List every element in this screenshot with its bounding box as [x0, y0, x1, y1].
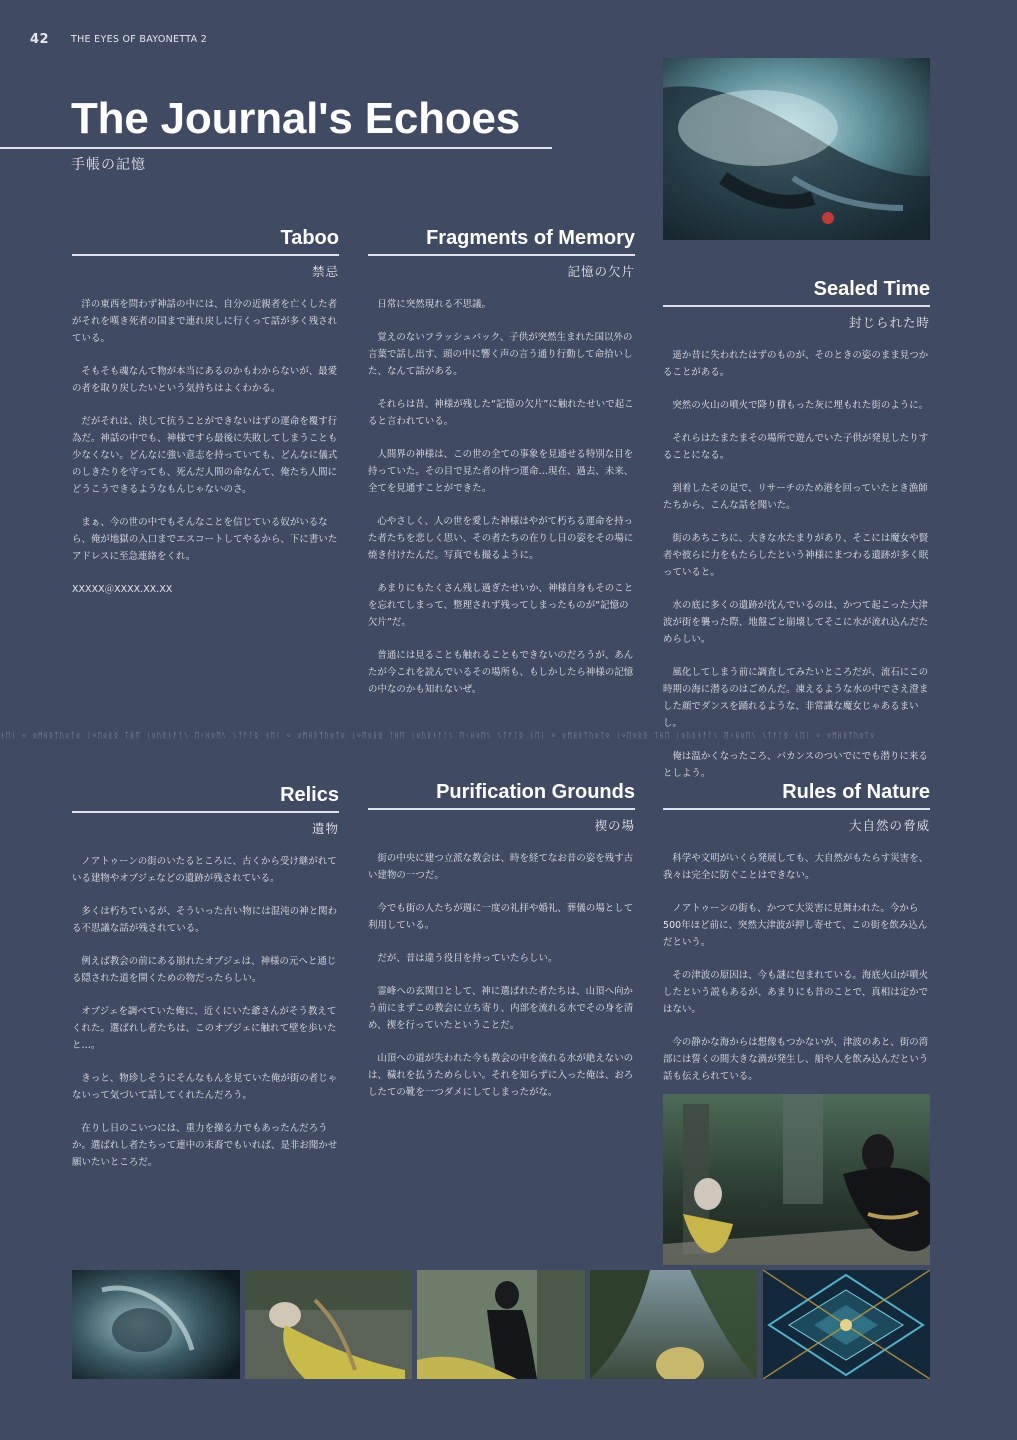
section-rule: [663, 305, 930, 307]
paragraph: その津波の原因は、今も謎に包まれている。海底火山が噴火したという説もあるが、あまりにも昔のことで、真相は定かではない。: [663, 970, 929, 1015]
paragraph: それらは昔、神様が残した“記憶の欠片”に触れたせいで起こると言われている。: [368, 399, 634, 427]
paragraph: オブジェを調べていた俺に、近くにいた爺さんがそう教えてくれた。選ばれし者たちは、このオブジェに触れて壁を歩いたと…。: [72, 1006, 337, 1051]
section-rule: [663, 808, 930, 810]
paragraph: 風化してしまう前に調査してみたいところだが、流石にこの時期の海に潜るのはごめんだ。凍えるような水の中でさえ澄ました顔でダンスを踊れるような、非常識な魔女じゃあるまいし。: [663, 667, 929, 729]
screenshot-sage-lying: [245, 1270, 412, 1379]
section-heading: Purification Grounds: [436, 781, 635, 803]
section-purification-grounds: [368, 780, 635, 1117]
section-heading: Fragments of Memory: [426, 227, 635, 249]
paragraph: まぁ、今の世の中でもそんなことを信じている奴がいるなら、俺が地獄の入口までエスコートしてやるから、下に書いたアドレスに至急連絡をくれ。: [72, 517, 338, 562]
section-body: [368, 850, 635, 1101]
paragraph: 街の中央に建つ立派な教会は、時を経てなお昔の姿を残す古い建物の一つだ。: [368, 853, 634, 881]
paragraph: 到着したその足で、リサーチのため港を回っていたとき漁師たちから、こんな話を聞いた。: [663, 483, 928, 511]
paragraph: 今の静かな海からは想像もつかないが、津波のあと、街の湾部には誓くの間大きな渦が発生し、船や人を飲み込んだという話も伝えられている。: [663, 1037, 929, 1082]
paragraph: そもそも魂なんて物が本当にあるのかもわからないが、最愛の者を取り戻したいという気持ちはよくわかる。: [72, 366, 338, 394]
paragraph: きっと、物珍しそうにそんなもんを見ていた俺が街の者じゃないって気づいて話してくれたんだろう。: [72, 1073, 338, 1101]
screenshot-witch-standing: [417, 1270, 585, 1379]
title-rule: [0, 147, 552, 149]
paragraph: 日常に突然現れる不思議。: [377, 299, 492, 310]
section-rule: [368, 808, 635, 810]
paragraph: 霊峰への玄関口として、神に選ばれた者たちは、山頂へ向かう前にまずこの教会に立ち寄り、内部を流れる水でその身を清め、禊を行っていたということだ。: [368, 986, 634, 1031]
paragraph: 例えば教会の前にある崩れたオブジェは、神様の元へと通じる隠された道を開くための物だったらしい。: [72, 956, 337, 984]
section-body: [72, 296, 339, 598]
section-heading: Sealed Time: [813, 278, 930, 300]
section-heading: Relics: [280, 784, 339, 806]
rune-divider: ᚾᛖᛁ ᛜ ᛟᛗᚺᚱᛉᚢᛟᛏᛟ ᛁᛜᛖᛟᚱᛝ ᛏᚺᛖ ᛁᛟᚢᚱᚾᚨᛚᛊ ᛖᚲᚺᛟᛖᛊ ᛊᛏᚨᛚᛝ ᚾᛖᛁ ᛜ ᛟᛗᚺᚱᛉᚢᛟᛏᛟ ᛁᛜᛖᛟᚱᛝ ᛏᚺᛖ ᛁᛟᚢᚱᚾᚨᛚᛊ ᛖᚲᚺᛟᛖᛊ ᛊᛏᚨᛚᛝ ᚾᛖᛁ ᛜ ᛟᛗᚺᚱᛉᚢᛟᛏᛟ ᛁᛜᛖᛟᚱᛝ ᛏᚺᛖ ᛁᛟᚢᚱᚾᚨᛚᛊ ᛖᚲᚺᛟᛖᛊ ᛊᛏᚨᛚᛝ ᚾᛖᛁ ᛜ ᛟᛗᚺᚱᛉᚢᛟᛏᛟ: [0, 731, 876, 740]
paragraph: 覚えのないフラッシュバック、子供が突然生まれた国以外の言葉で話し出す、頭の中に響く声の言う通り行動して命拾いした、なんて話がある。: [368, 332, 633, 377]
paragraph: 水の底に多くの遺跡が沈んでいるのは、かつて起こった大津波が街を襲った際、地盤ごと崩壊してそこに水が流れ込んだためらしい。: [663, 600, 929, 645]
paragraph: ノアトゥーンの街も、かつて大災害に見舞われた。今から500年ほど前に、突然大津波が押し寄せて、この街を飲み込んだという。: [663, 903, 928, 948]
section-fragments-of-memory: [368, 226, 635, 714]
paragraph: 心やさしく、人の世を愛した神様はやがて朽ちる運命を持った者たちを悲しく思い、その者たちの在りし日の姿をその場に焼き付けたんだ。写真でも撮るように。: [368, 516, 634, 561]
paragraph: 突然の火山の噴火で降り積もった灰に埋もれた街のように。: [672, 400, 929, 411]
screenshot-water-statue: [72, 1270, 240, 1379]
book-title: THE EYES OF BAYONETTA 2: [71, 34, 208, 45]
section-subheading: 遺物: [311, 821, 339, 836]
paragraph: 俺は温かくなったころ、バカンスのついでにでも潜りに来るとしよう。: [663, 751, 928, 779]
section-rule: [368, 254, 635, 256]
section-rule: [72, 254, 339, 256]
screenshot-kaleidoscope-portal: [763, 1270, 930, 1379]
paragraph: 街のあちこちに、大きな水たまりがあり、そこには魔女や賢者や彼らに力をもたらしたという神様にまつわる遺跡が多く眠っていると。: [663, 533, 929, 578]
section-rule: [72, 811, 339, 813]
paragraph: だが、昔は違う役目を持っていたらしい。: [377, 953, 558, 964]
paragraph: 山頂への道が失われた今も教会の中を流れる水が絶えないのは、穢れを払うためらしい。それを知らずに入った俺は、おろしたての靴を一つダメにしてしまったがな。: [368, 1053, 634, 1098]
section-taboo: [72, 226, 339, 614]
paragraph: 人間界の神様は、この世の全ての事象を見通せる特別な目を持っていた。その目で見た者の持つ運命…現在、過去、未来、全てを見通すことができた。: [368, 449, 634, 494]
section-body: [663, 347, 930, 782]
section-heading: Taboo: [280, 227, 339, 249]
page-number: 42: [30, 32, 50, 47]
section-subheading: 記憶の欠片: [567, 264, 635, 279]
paragraph: 科学や文明がいくら発展しても、大自然がもたらす災害を、我々は完全に防ぐことはできない。: [663, 853, 929, 881]
page-title: The Journal's Echoes: [71, 94, 521, 143]
page-subtitle: 手帳の記憶: [71, 157, 146, 173]
paragraph: 洋の東西を問わず神話の中には、自分の近親者を亡くした者がそれを嘆き死者の国まで連れ戻しに行くって話が多く残されている。: [72, 299, 338, 344]
paragraph: 在りし日のこいつには、重力を操る力でもあったんだろうか。選ばれし者たちって連中の末裔でもいれば、是非お聞かせ願いたいところだ。: [72, 1123, 338, 1168]
contact-address: XXXXX＠XXXX.XX.XX: [72, 584, 173, 595]
section-rules-of-nature: [663, 780, 930, 1101]
paragraph: 普通には見ることも触れることもできないのだろうが、あんたが今これを読んでいるその場所も、もしかしたら神様の記憶の中なのかも知れないぜ。: [368, 650, 634, 695]
paragraph: 今でも街の人たちが週に一度の礼拝や婚礼、葬儀の場として利用している。: [368, 903, 634, 931]
section-body: [72, 853, 339, 1171]
section-subheading: 禊の場: [594, 818, 635, 833]
section-relics: [72, 783, 339, 1187]
paragraph: あまりにもたくさん残し過ぎたせいか、神様自身もそのことを忘れてしまって、整理されず残ってしまったものが“記憶の欠片”だ。: [368, 583, 634, 628]
section-subheading: 大自然の脅威: [848, 818, 930, 833]
section-heading: Rules of Nature: [782, 781, 930, 803]
statue-face-photo: [663, 58, 930, 240]
paragraph: だがそれは、決して抗うことができないはずの運命を覆す行為だ。神話の中でも、神様ですら最後に失敗してしまうことも少なくない。どんなに強い意志を持っていても、どんなに儀式のしきたりを守っても、死んだ人間の命なんて、俺たち人間にどうこうできるようなもんじゃないのさ。: [72, 416, 338, 495]
section-subheading: 禁忌: [311, 264, 339, 279]
screenshot-cliff-view: [590, 1270, 757, 1379]
paragraph: ノアトゥーンの街のいたるところに、古くから受け継がれている建物やオブジェなどの遺跡が残されている。: [72, 856, 337, 884]
section-sealed-time: [663, 277, 930, 798]
paragraph: 遥か昔に失われたはずのものが、そのときの姿のまま見つかることがある。: [663, 350, 929, 378]
characters-ruins-photo: [663, 1094, 930, 1265]
section-body: [663, 850, 930, 1085]
section-subheading: 封じられた時: [848, 315, 930, 330]
section-body: [368, 296, 635, 698]
paragraph: 多くは朽ちているが、そういった古い物には混沌の神と関わる不思議な話が残されている。: [72, 906, 338, 934]
paragraph: それらはたまたまその場所で遊んでいた子供が発見したりすることになる。: [663, 433, 929, 461]
